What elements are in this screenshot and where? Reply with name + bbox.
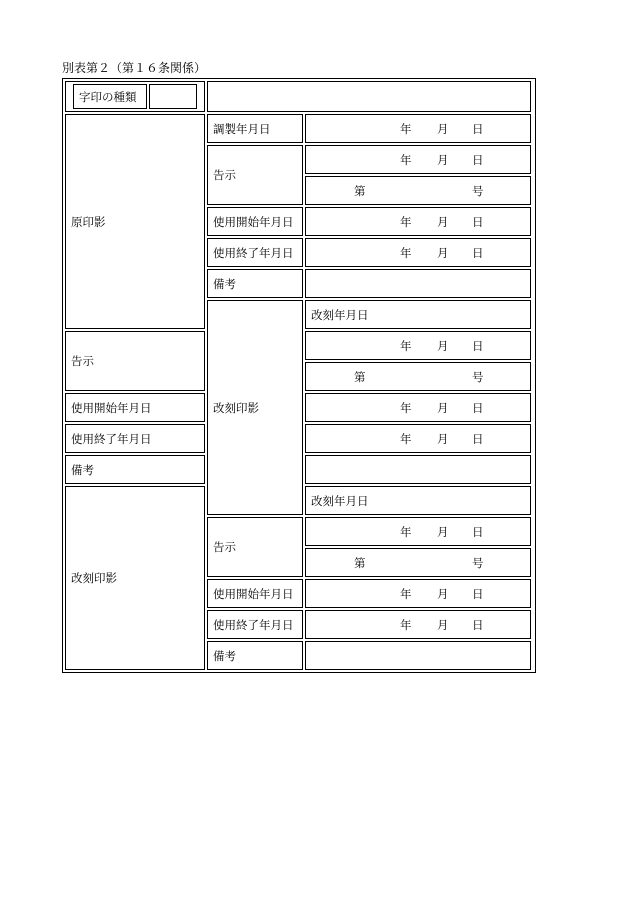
table-caption: 別表第２（第１６条関係） bbox=[62, 61, 207, 75]
notice-number-value[interactable]: 第 号 bbox=[305, 176, 531, 205]
start-date-value[interactable]: 年 月 日 bbox=[305, 579, 531, 608]
remarks-value[interactable] bbox=[305, 455, 531, 484]
seal-register-table bbox=[62, 78, 536, 673]
header-row bbox=[65, 81, 533, 112]
notice-number-value[interactable]: 第 号 bbox=[305, 362, 531, 391]
row-label-end: 使用終了年月日 bbox=[207, 238, 303, 267]
section-title: 改刻印影 bbox=[207, 300, 303, 515]
notice-date-value[interactable]: 年 月 日 bbox=[305, 517, 531, 546]
notice-date-value[interactable]: 年 月 日 bbox=[305, 331, 531, 360]
end-date-value[interactable]: 年 月 日 bbox=[305, 424, 531, 453]
notice-date-value[interactable]: 年 月 日 bbox=[305, 145, 531, 174]
seal-type-value[interactable] bbox=[149, 84, 197, 109]
remarks-value[interactable] bbox=[305, 641, 531, 670]
row-label-start: 使用開始年月日 bbox=[65, 393, 205, 422]
end-date-value[interactable]: 年 月 日 bbox=[305, 610, 531, 639]
section-title: 原印影 bbox=[65, 114, 205, 329]
row-label-end: 使用終了年月日 bbox=[207, 610, 303, 639]
seal-type-label: 字印の種類 bbox=[73, 84, 147, 109]
date-value[interactable]: 年 月 日 bbox=[305, 114, 531, 143]
seal-type-detail[interactable] bbox=[207, 81, 531, 112]
row-label-start: 使用開始年月日 bbox=[207, 207, 303, 236]
row-label-start: 使用開始年月日 bbox=[207, 579, 303, 608]
start-date-value[interactable]: 年 月 日 bbox=[305, 393, 531, 422]
remarks-value[interactable] bbox=[305, 269, 531, 298]
row-label-remarks: 備考 bbox=[207, 269, 303, 298]
row-label-notice: 告示 bbox=[207, 517, 303, 577]
row-label-remarks: 備考 bbox=[65, 455, 205, 484]
row-label-date: 改刻年月日 bbox=[305, 486, 531, 515]
row-label-notice: 告示 bbox=[65, 331, 205, 391]
notice-number-value[interactable]: 第 号 bbox=[305, 548, 531, 577]
row-label-notice: 告示 bbox=[207, 145, 303, 205]
end-date-value[interactable]: 年 月 日 bbox=[305, 238, 531, 267]
row-label-end: 使用終了年月日 bbox=[65, 424, 205, 453]
start-date-value[interactable]: 年 月 日 bbox=[305, 207, 531, 236]
section-title: 改刻印影 bbox=[65, 486, 205, 670]
row-label-date: 改刻年月日 bbox=[305, 300, 531, 329]
row-label-date: 調製年月日 bbox=[207, 114, 303, 143]
row-label-remarks: 備考 bbox=[207, 641, 303, 670]
seal-type-cell bbox=[65, 81, 205, 112]
